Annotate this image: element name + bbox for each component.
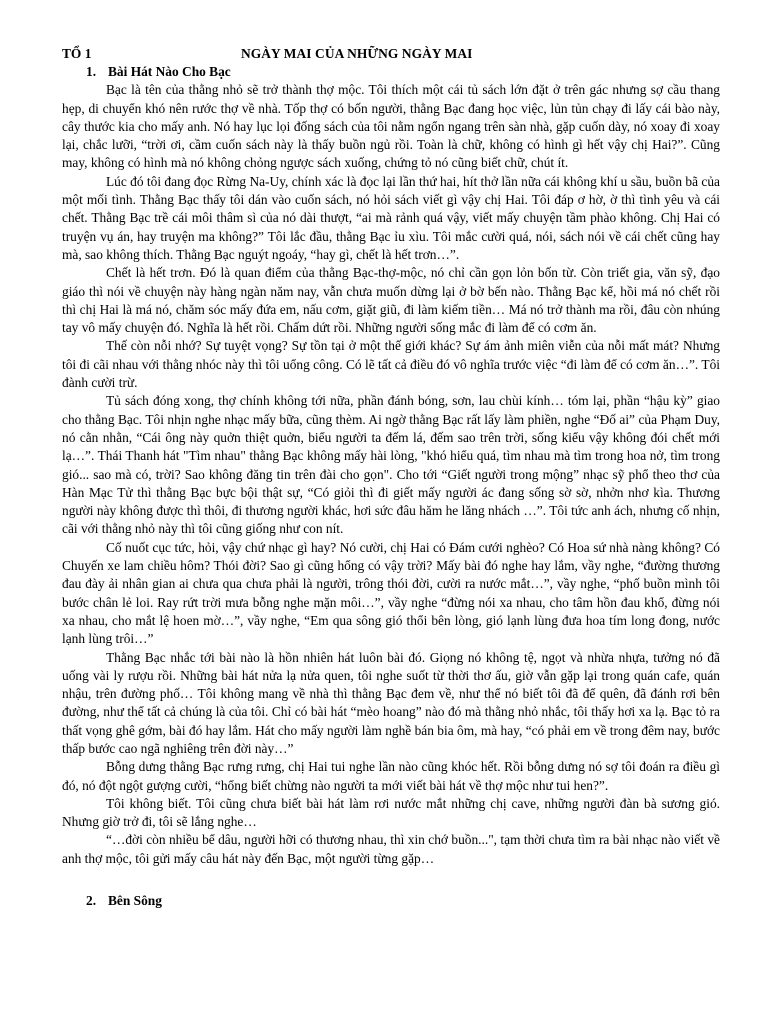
paragraph: Thế còn nỗi nhớ? Sự tuyệt vọng? Sự tồn tại ở một thế giới khác? Sự ám ảnh miên viễn của nỗi mất mát? Nhưng tôi đi cãi nhau với thằng nhóc này thì tôi uổng công. Có lẽ tất cả điều đó vô nghĩa trước việc “đi làm để có cơm ăn…”. Tôi đành cười trừ. — [62, 338, 720, 391]
team-label: TỔ 1 — [62, 46, 92, 61]
paragraph: “…đời còn nhiều bể dâu, người hỡi có thương nhau, thì xin chớ buồn...", tạm thời chưa tìm ra bài nhạc nào viết về anh thợ mộc, tôi gửi mấy câu hát này đến Bạc, một người từng gặp… — [62, 832, 720, 866]
section-spacer — [62, 868, 720, 892]
paragraph: Lúc đó tôi đang đọc Rừng Na-Uy, chính xác là đọc lại lần thứ hai, hít thở lần nữa cái không khí u sầu, buồn bã của một mối tình. Thằng Bạc thấy tôi dán vào cuốn sách, nó hỏi sách viết gì vậy chị Hai. Tôi đáp ơ hờ, ờ thì tình yêu và cái chết. Thằng Bạc trề cái môi thâm sì của nó dài thượt, “ai mà rảnh quá vậy, viết mấy chuyện tầm phào không. Chị Hai có truyện vụ án, hay truyện ma không?” Tôi lắc đầu, thằng Bạc ỉu xìu. Tôi mắc cười quá, nói, sách nói về cái chết cũng hay mà, sao không thích. Thằng Bạc nguýt ngoáy, “hay gì, chết là hết trơn…”. — [62, 173, 720, 262]
document-page — [62, 45, 720, 910]
paragraph: Tủ sách đóng xong, thợ chính không tới nữa, phần đánh bóng, sơn, lau chùi kính… tóm lại, phần “hậu kỳ” giao cho thằng Bạc. Tôi nhịn nghe nhạc mấy bữa, cũng thèm. Ai ngờ thằng Bạc rất lấy làm phiền, nghe “Đố ai” của Phạm Duy, nó cằn nhằn, “Cái ông này quởn thiệt quởn, biểu người ta đếm lá, đếm sao trên trời, sống kiểu vậy không đói chết mới lạ…”. Thái Thanh hát "Tìm nhau" thằng Bạc không mấy hài lòng, "khó hiểu quá, tìm nhau mà tìm trong hoa nở, tìm trong gió... sao mà có, trời? Sao không đăng tin trên đài cho gọn". Cho tới “Giết người trong mộng” nhạc sỹ phổ theo thơ của Hàn Mạc Tử thì thằng Bạc bực bội thật sự, “Có giỏi thì đi giết mấy người ác đang sống sờ sờ, nhởn nhơ kìa. Thương người này không được thì thôi, đi thương người khác, hơi sức đâu hăm he lăng nhách …”. Tôi tức anh ách, nhưng cố nhịn, cãi với thằng nhỏ này thì tôi cũng giống như con nít. — [62, 393, 720, 537]
document-title: NGÀY MAI CỦA NHỮNG NGÀY MAI — [241, 46, 473, 61]
section-title: Bên Sông — [108, 893, 162, 909]
section-heading-1 — [86, 63, 720, 81]
section-title: Bài Hát Nào Cho Bạc — [108, 64, 231, 79]
section-number: 2. — [86, 893, 97, 909]
paragraph: Tôi không biết. Tôi cũng chưa biết bài hát làm rơi nước mắt những chị cave, những người đàn bà sương gió. Nhưng giờ trở đi, tôi sẽ lắng nghe… — [62, 795, 720, 830]
paragraph: Bỗng dưng thằng Bạc rưng rưng, chị Hai tui nghe lần nào cũng khóc hết. Rồi bỗng dưng nó sợ tôi đoán ra điều gì đó, nó đột ngột gượng cười, “hổng biết chừng nào người ta mới viết bài hát về thợ mộc như tui hen?”. — [62, 759, 720, 793]
paragraph: Cố nuốt cục tức, hỏi, vậy chứ nhạc gì hay? Nó cười, chị Hai có Đám cưới nghèo? Có Hoa sứ nhà nàng không? Có Chuyến xe lam chiều hôm? Thói đời? Sao gì cũng hổng có vậy trời? Mấy bài đó nghe hay lắm, vầy nghe, “đường thương đau đày ải nhân gian ai chưa qua chưa phải là người, trông thói đời, cười ra nước mắt…”, vầy nghe, “phố buồn mình tôi bước chân lẻ loi. Ray rứt trời mưa bỗng nghe mặn môi…”, vầy nghe “đừng nói xa nhau, cho tâm hồn đau khổ, đừng nói xa nhau, cho mắt lệ hoen mờ…”, vầy nghe, “Em qua sông gió thổi bên lòng, gió lạnh lùng đưa hoa tím long đong, nước lạnh lùng trôi…” — [62, 539, 720, 647]
section-number: 1. — [86, 64, 97, 79]
paragraph: Bạc là tên của thằng nhỏ sẽ trở thành thợ mộc. Tôi thích một cái tủ sách lớn đặt ở trên gác nhưng sợ cầu thang hẹp, di chuyển khó nên rước thợ về nhà. Tốp thợ có bốn người, thằng Bạc đang học việc, lủn tủn chạy đi lấy cái bào này, cây thước kia cho mấy anh. Nó hay lục lọi đống sách của tôi nằm ngổn ngang trên sàn nhà, gặp cuốn dày, nó xoay đi xoay lại, chắc lưỡi, “trời ơi, cầm cuốn sách này là thấy buồn ngủ rồi. Toàn là chữ, không có hình gì hết vậy chị Hai?”. Cũng may, không có hình mà nó không chỏng ngược sách xuống, chứng tỏ nó cũng biết chữ, chút ít. — [62, 82, 720, 171]
section-heading-2 — [86, 892, 720, 910]
paragraph: Thằng Bạc nhắc tới bài nào là hồn nhiên hát luôn bài đó. Giọng nó không tệ, ngọt và nhừa nhựa, tưởng nó đã uống vài ly rượu rồi. Những bài hát nửa lạ nửa quen, tôi nghe suốt từ thời thơ ấu, giờ vẫn gặp lại trong quán cafe, quán nhậu, trên đường phố… Tôi không mang về nhà thì thằng Bạc đem về, như thể nó biết tôi đã để quên, đã đánh rơi bên đường, như thể tất cả chúng là của tôi. Chỉ có bài hát “mèo hoang” nào đó mà thằng nhỏ nhắc, tôi thấy hơi xa lạ. Bạc tỏ ra thất vọng ghê gớm, bài đó hay lắm. Hát cho mấy người làm nghề bán bia ôm, mà hay, “có phải em về trong đêm nay, bước thấp bước cao ngã nghiêng trên đời này…” — [62, 649, 720, 756]
document-header — [62, 45, 720, 63]
paragraph: Chết là hết trơn. Đó là quan điểm của thằng Bạc-thợ-mộc, nó chỉ cần gọn lỏn bốn từ. Còn triết gia, văn sỹ, đạo giáo thì nói về chuyện này hàng ngàn năm nay, vẫn chưa muốn dừng lại ở bờ bến nào. Thằng Bạc kể, hồi má nó chết rồi thì chị Hai là má nó, chăm sóc mấy đứa em, nấu cơm, giặt giũ, đi làm kiếm tiền… Má nó trở thành ma rồi, đâu còn nhúng tay vô mấy chuyện đó. Nghĩa là hết rồi. Chấm dứt rồi. Những người sống mắc đi làm để có cơm ăn. — [62, 265, 720, 336]
